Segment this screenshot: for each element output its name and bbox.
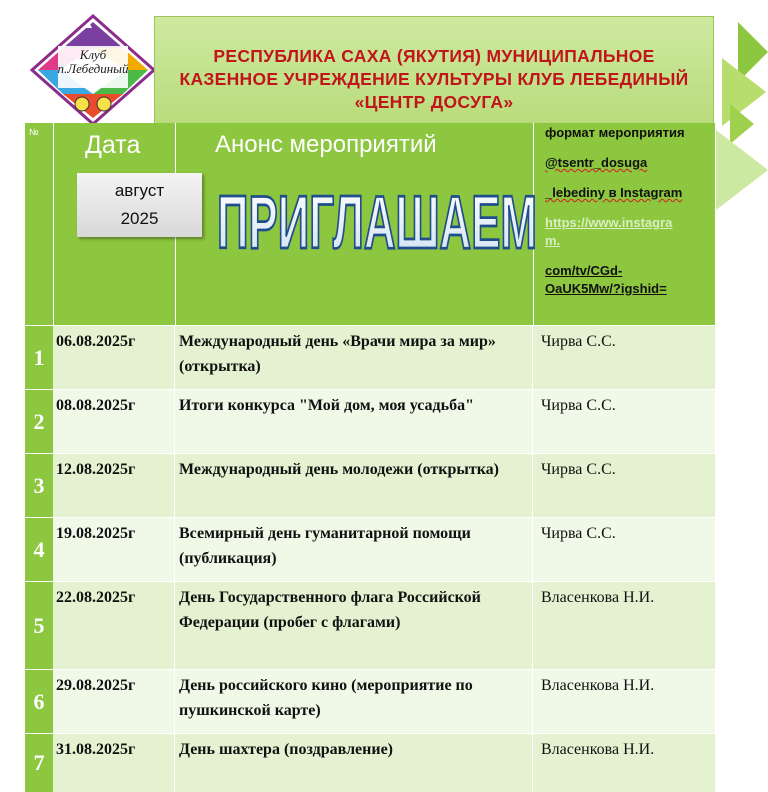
row-number: 7 bbox=[25, 734, 53, 792]
row-number: 2 bbox=[25, 390, 53, 454]
row-number: 5 bbox=[25, 582, 53, 670]
month-badge bbox=[77, 173, 202, 237]
logo-line2: п.Лебединый bbox=[57, 61, 129, 76]
year-label: 2025 bbox=[120, 209, 159, 228]
invite-wordart bbox=[205, 168, 550, 278]
column-header-date: Дата bbox=[85, 131, 141, 159]
row-date: 31.08.2025г bbox=[53, 734, 175, 792]
row-event: Всемирный день гуманитарной помощи (публикация) bbox=[175, 518, 533, 582]
row-event: Итоги конкурса "Мой дом, моя усадьба" bbox=[175, 390, 533, 454]
header-line3: «ЦЕНТР ДОСУГА» bbox=[354, 92, 514, 112]
row-event: День Государственного флага Российской Федерации (пробег с флагами) bbox=[175, 582, 533, 670]
header-banner bbox=[154, 16, 714, 124]
row-date: 12.08.2025г bbox=[53, 454, 175, 518]
table-row bbox=[25, 453, 715, 518]
row-date: 19.08.2025г bbox=[53, 518, 175, 582]
row-event: Международный день молодежи (открытка) bbox=[175, 454, 533, 518]
row-event: День шахтера (поздравление) bbox=[175, 734, 533, 792]
table-row bbox=[25, 517, 715, 582]
instagram-handle-1: @tsentr_dosuga bbox=[545, 155, 648, 170]
header-title bbox=[155, 45, 713, 114]
table-row bbox=[25, 733, 715, 792]
row-number: 1 bbox=[25, 326, 53, 390]
header-line1: РЕСПУБЛИКА САХА (ЯКУТИЯ) МУНИЦИПАЛЬНОЕ bbox=[213, 46, 655, 66]
format-column-header bbox=[545, 123, 715, 325]
column-header-number: № bbox=[29, 127, 39, 137]
logo-line1: Клуб bbox=[79, 47, 107, 62]
events-table bbox=[25, 123, 715, 791]
table-row bbox=[25, 581, 715, 670]
row-responsible: Чирва С.С. bbox=[541, 397, 616, 414]
row-event: День российского кино (мероприятие по пушкинской карте) bbox=[175, 670, 533, 734]
row-number: 4 bbox=[25, 518, 53, 582]
month-label: август bbox=[114, 181, 165, 200]
instagram-link-3[interactable]: com/tv/CGd- bbox=[545, 263, 623, 278]
invite-text: ПРИГЛАШАЕМ bbox=[216, 181, 537, 265]
instagram-handle-2-text: _lebediny в Instagram bbox=[545, 185, 683, 200]
row-responsible: Власенкова Н.И. bbox=[541, 589, 655, 606]
table-header-row bbox=[25, 123, 715, 325]
row-responsible: Чирва С.С. bbox=[541, 461, 616, 478]
column-header-anons: Анонс мероприятий bbox=[215, 131, 437, 158]
logo-caption bbox=[30, 48, 156, 76]
row-date: 06.08.2025г bbox=[53, 326, 175, 390]
column-divider bbox=[53, 123, 54, 325]
table-row bbox=[25, 325, 715, 390]
instagram-link-2[interactable]: m. bbox=[545, 233, 561, 248]
row-responsible: Власенкова Н.И. bbox=[541, 741, 655, 758]
row-responsible: Власенкова Н.И. bbox=[541, 677, 655, 694]
row-date: 22.08.2025г bbox=[53, 582, 175, 670]
row-date: 29.08.2025г bbox=[53, 670, 175, 734]
row-responsible: Чирва С.С. bbox=[541, 525, 616, 542]
club-logo bbox=[30, 14, 156, 126]
row-date: 08.08.2025г bbox=[53, 390, 175, 454]
header-line2: КАЗЕННОЕ УЧРЕЖДЕНИЕ КУЛЬТУРЫ КЛУБ ЛЕБЕДИНЫЙ bbox=[179, 69, 689, 89]
instagram-handle-2 bbox=[545, 185, 682, 200]
row-event: Международный день «Врачи мира за мир» (открытка) bbox=[175, 326, 533, 390]
table-row bbox=[25, 389, 715, 454]
row-responsible: Чирва С.С. bbox=[541, 333, 616, 350]
instagram-link-4[interactable]: OaUK5Mw/?igshid= bbox=[545, 281, 667, 296]
row-number: 6 bbox=[25, 670, 53, 734]
row-number: 3 bbox=[25, 454, 53, 518]
format-title: формат мероприятия bbox=[545, 125, 685, 140]
instagram-link-1[interactable]: https://www.instagra bbox=[545, 215, 673, 230]
table-row bbox=[25, 669, 715, 734]
